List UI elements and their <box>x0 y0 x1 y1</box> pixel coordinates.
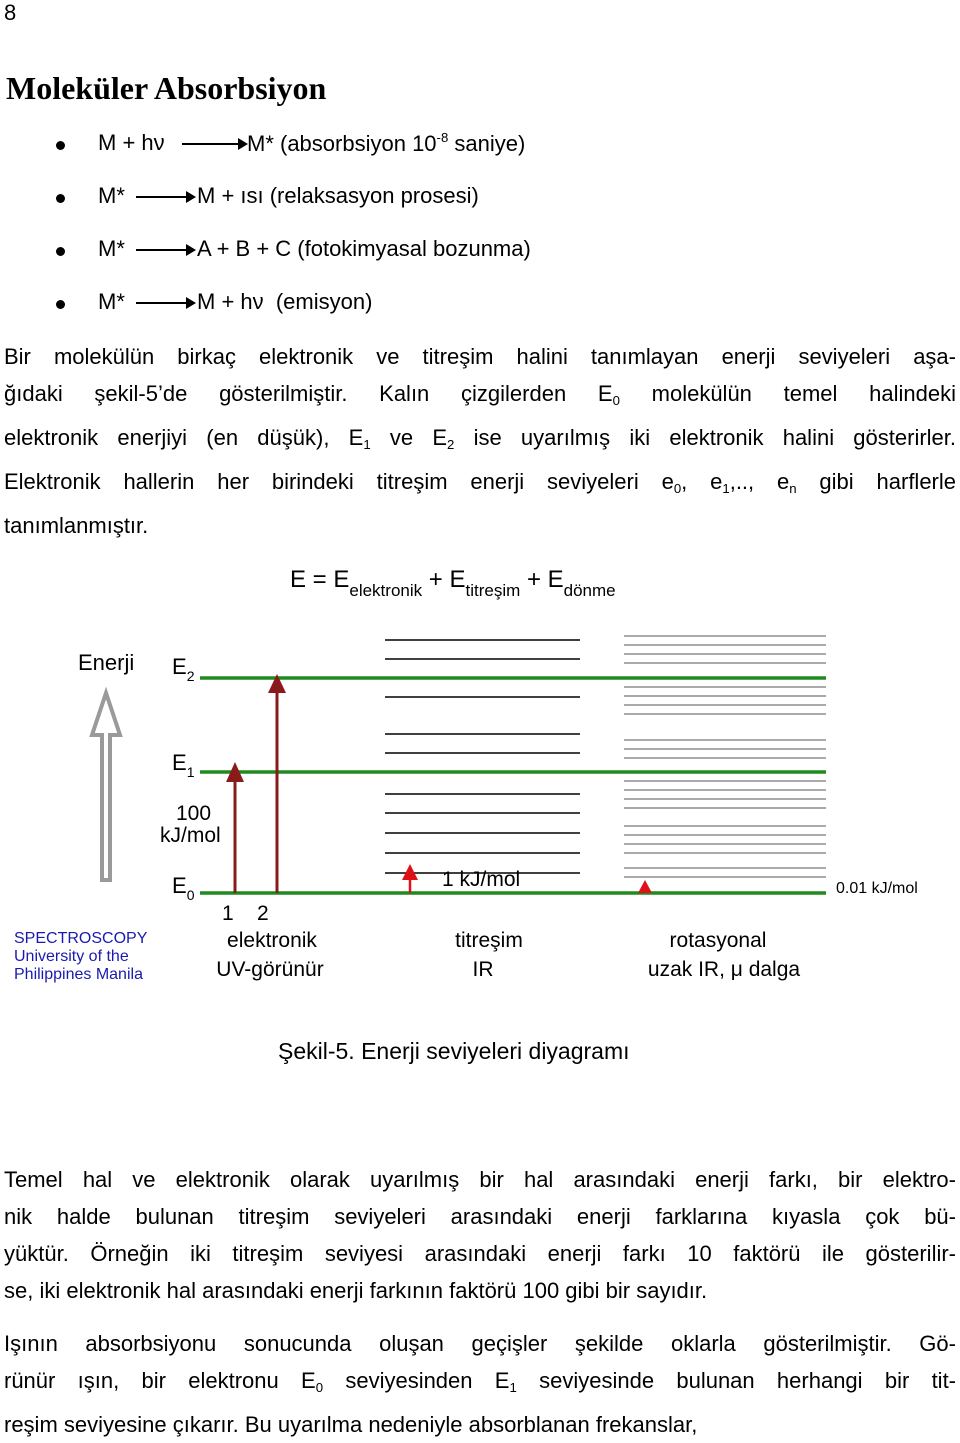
reaction-arrow <box>136 196 194 198</box>
col3-name: rotasyonal <box>669 929 767 952</box>
col2-region: IR <box>472 958 494 981</box>
e1-label: $E_1$ <box>172 750 195 780</box>
reaction-lhs: M* <box>98 289 125 314</box>
reaction-rhs: A + B + C (fotokimyasal bozunma) <box>197 236 531 261</box>
intro-paragraph <box>4 338 956 544</box>
electronic-levels <box>200 678 826 893</box>
rotational-arrow <box>638 880 652 893</box>
electronic-arrows <box>226 674 286 893</box>
rotational-levels <box>624 636 826 877</box>
reaction-arrow <box>136 249 194 251</box>
text-line: Bir molekülün birkaç elektronik ve titreşim halini tanımlayan enerji seviyeleri aşa- <box>4 344 956 369</box>
col2-name: titreşim <box>455 929 523 952</box>
text-line: rünür ışın, bir elektronu $E_0$ seviyesinden $E_1$ seviyesinde bulunan herhangi bir tit- <box>4 1368 957 1395</box>
bullet-photochemical <box>0 236 960 266</box>
reaction-lhs: M* <box>98 236 125 261</box>
text-line: ğıdaki şekil-5’de gösterilmiştir. Kalın çizgilerden $E_0$ molekülün temel halindeki <box>4 381 956 408</box>
image-credit: SPECTROSCOPY University of the Philippines Manila <box>14 930 148 983</box>
comparison-paragraph <box>4 1161 956 1309</box>
text-line: Elektronik hallerin her birindeki titreşim enerji seviyeleri $e_0$, $e_1$,.., $e_n$ gibi harflerle <box>4 469 956 496</box>
text-line: Işının absorbsiyonu sonucunda oluşan geçişler şekilde oklarla gösterilmiştir. Gö- <box>4 1331 956 1356</box>
vibrational-arrow <box>402 864 418 893</box>
rot-gap-label: 0.01 kJ/mol <box>836 880 918 897</box>
reaction-arrow <box>182 143 246 145</box>
text-line: elektronik enerjiyi (en düşük), $E_1$ ve $E_2$ ise uyarılmış iki elektronik halini gösterirler. <box>4 425 956 452</box>
reaction-rhs: M* (absorbsiyon $10^{-8}$ saniye) <box>247 130 526 156</box>
gap-100-line2: kJ/mol <box>160 824 221 847</box>
energy-axis-arrow <box>92 693 120 880</box>
text-line: yüktür. Örneğin iki titreşim seviyesi arasındaki enerji farkı 10 faktörü ile gösterilir- <box>4 1241 956 1266</box>
vibrational-levels <box>385 640 580 873</box>
col3-region: uzak IR, μ dalga <box>647 958 801 981</box>
reaction-rhs: M + ısı (relaksasyon prosesi) <box>197 183 479 208</box>
bullet-dot <box>56 141 65 150</box>
energy-equation: $E = E_{elektronik} + E_{titreşim} + E_{dönme}$ <box>290 566 616 600</box>
e0-label: $E_0$ <box>172 873 195 903</box>
figure-caption: Şekil-5. Enerji seviyeleri diyagramı <box>278 1038 630 1064</box>
text-line: se, iki elektronik hal arasındaki enerji farkının faktörü 100 gibi bir sayıdır. <box>4 1278 708 1303</box>
bullet-emission <box>0 289 960 319</box>
e2-label: $E_2$ <box>172 654 195 684</box>
bullet-absorption <box>0 130 960 160</box>
arrow-numbers: 1 2 <box>222 902 269 925</box>
reaction-arrow <box>136 302 194 304</box>
reaction-lhs: M* <box>98 183 125 208</box>
reaction-rhs: M + hν (emisyon) <box>197 289 373 314</box>
bullet-dot <box>56 194 65 203</box>
bullet-dot <box>56 300 65 309</box>
text-line: reşim seviyesine çıkarır. Bu uyarılma nedeniyle absorblanan frekanslar, <box>4 1412 698 1437</box>
bullet-dot <box>56 247 65 256</box>
transition-paragraph <box>4 1325 956 1443</box>
col1-region: UV-görünür <box>216 958 324 981</box>
page-number: 8 <box>4 0 17 25</box>
reaction-lhs: M + hν <box>98 130 165 155</box>
bullet-relaxation <box>0 183 960 213</box>
section-title: Moleküler Absorbsiyon <box>6 70 327 106</box>
energy-axis-label: Enerji <box>78 650 135 675</box>
vib-gap-label: 1 kJ/mol <box>442 868 521 891</box>
text-line: tanımlanmıştır. <box>4 513 149 538</box>
text-line: nik halde bulunan titreşim seviyeleri arasındaki enerji farklarına kıyasla çok bü- <box>4 1204 956 1229</box>
text-line: Temel hal ve elektronik olarak uyarılmış bir hal arasındaki enerji farkı, bir elektro- <box>4 1167 956 1192</box>
col1-name: elektronik <box>227 929 317 952</box>
gap-100-line1: 100 <box>176 802 212 825</box>
